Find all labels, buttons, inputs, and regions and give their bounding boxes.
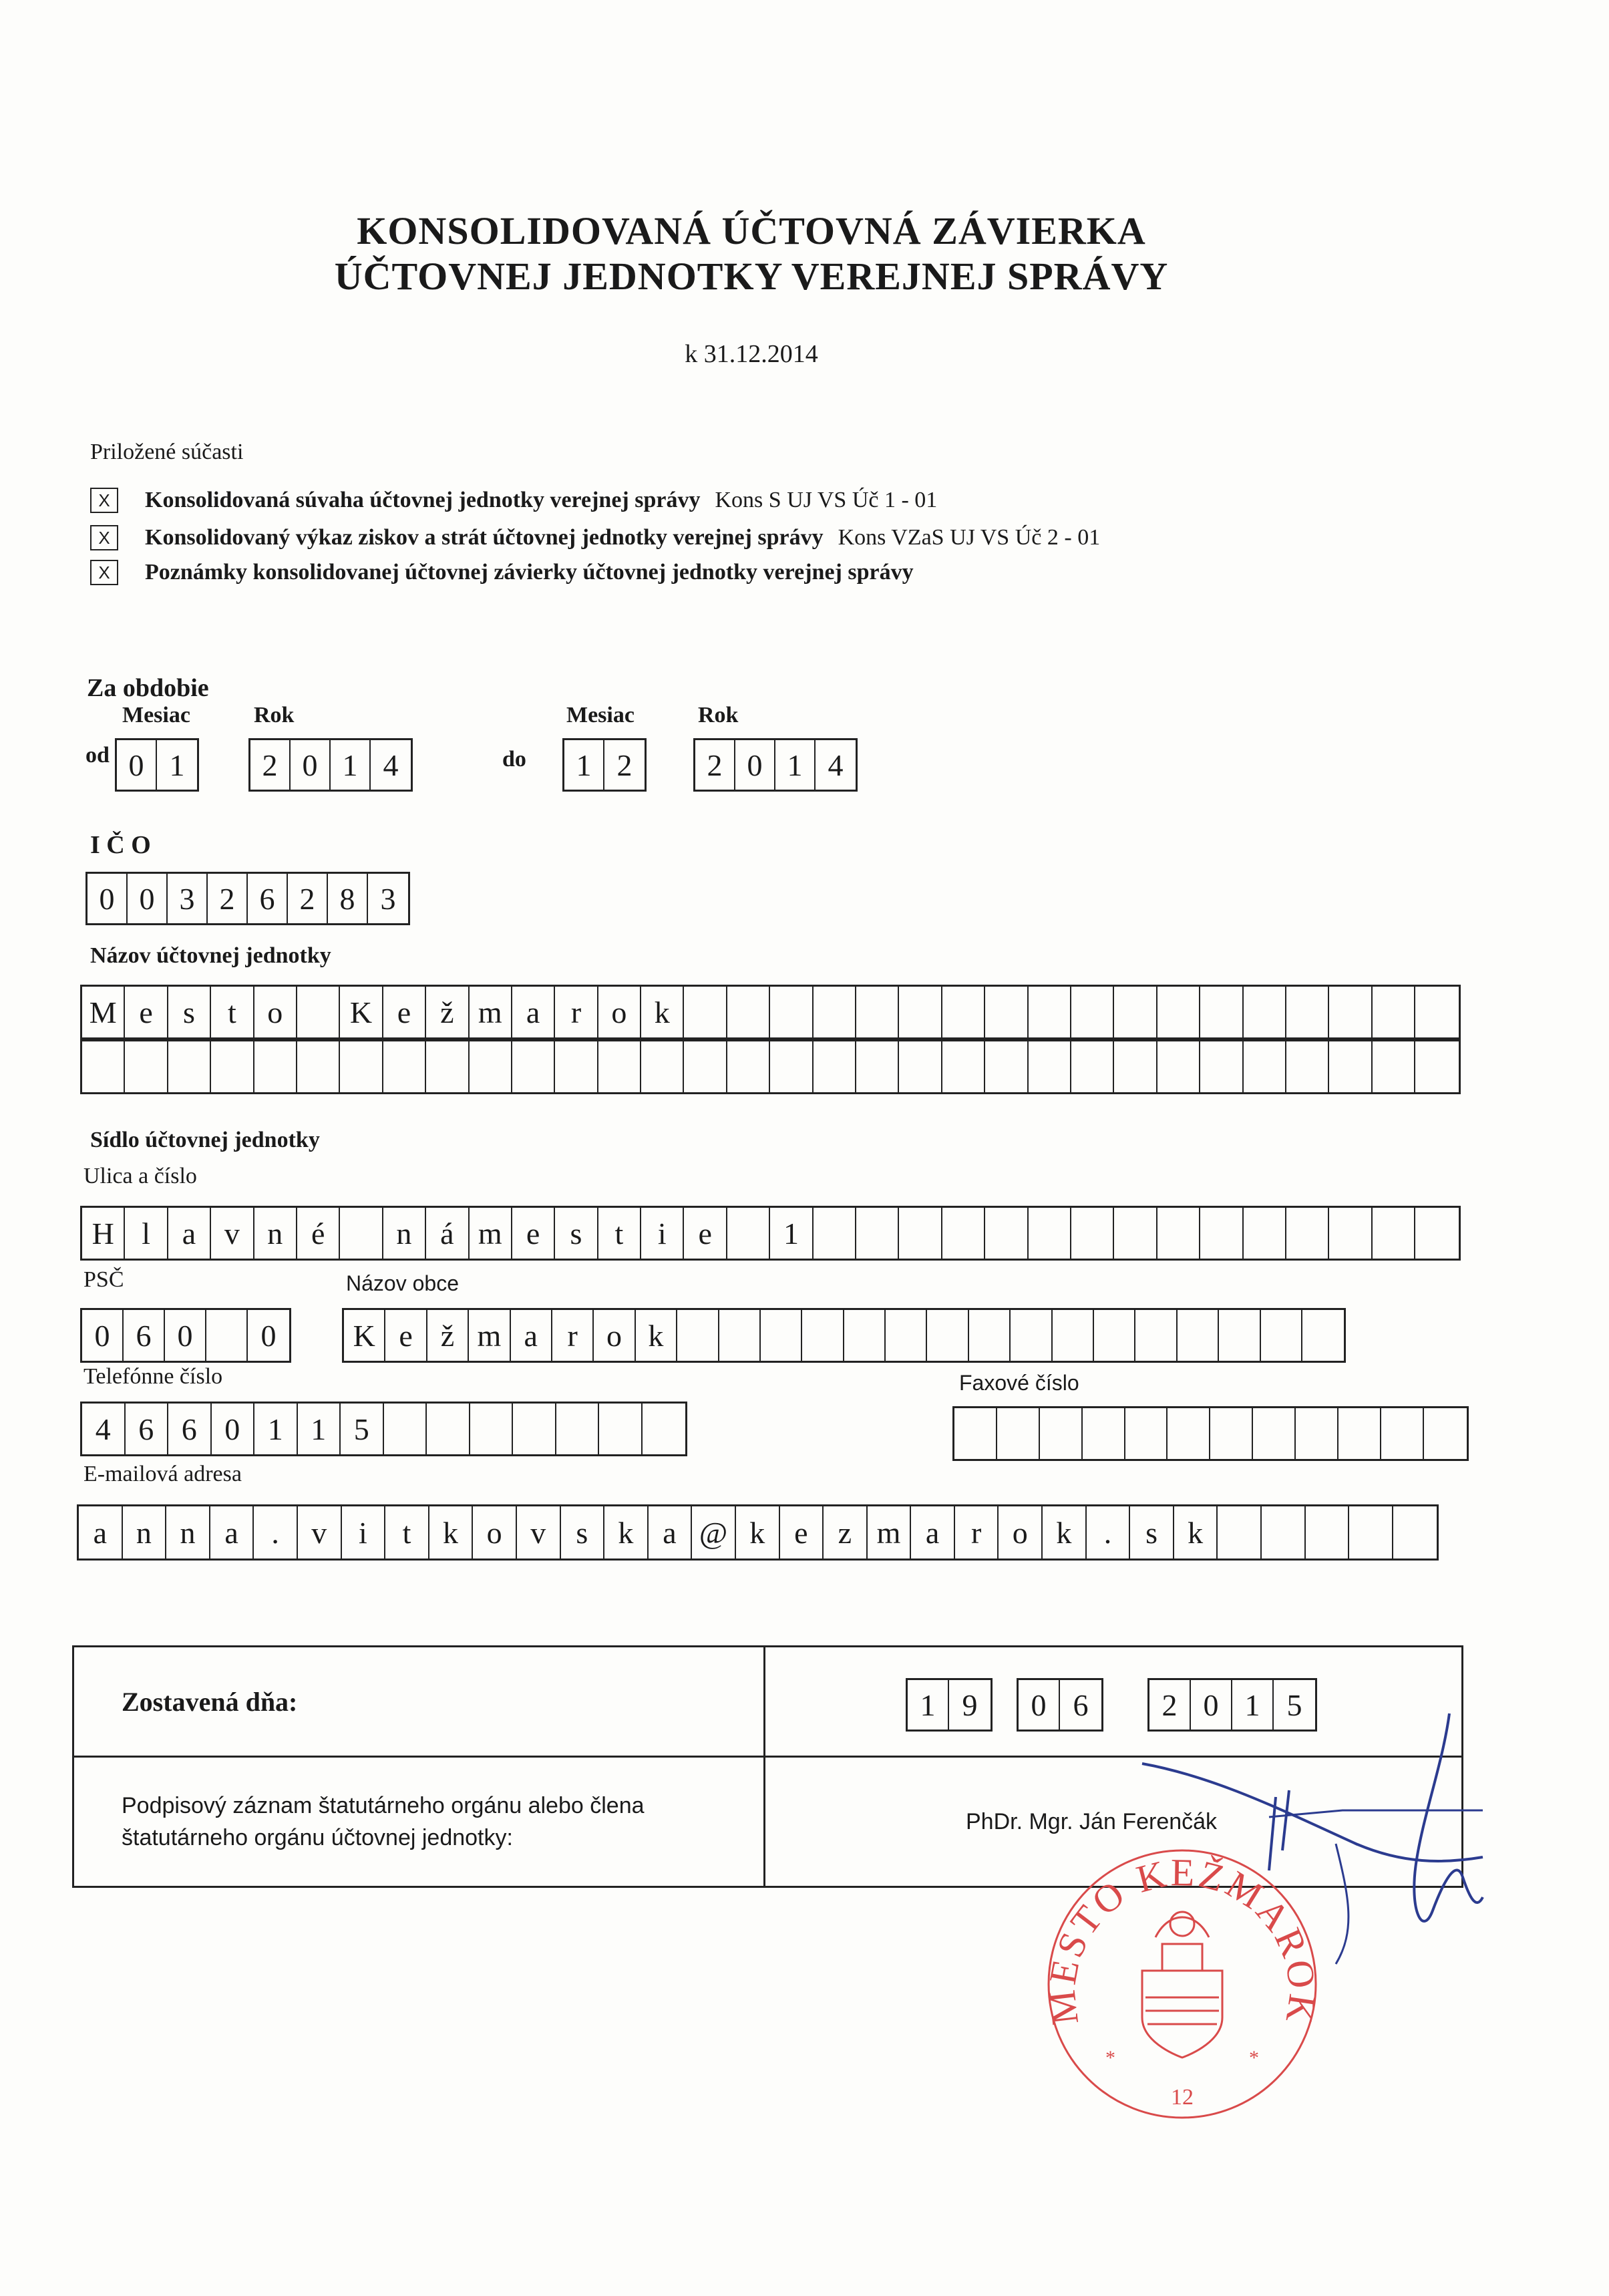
char-cell: s xyxy=(561,1506,605,1559)
char-cell: ž xyxy=(426,987,469,1037)
signature-stroke xyxy=(1414,1713,1483,1921)
char-cell: o xyxy=(254,987,297,1037)
phone-input[interactable] xyxy=(80,1402,687,1456)
signature-label-2: štatutárneho orgánu účtovnej jednotky: xyxy=(122,1825,513,1850)
char-cell: k xyxy=(636,1310,677,1361)
char-cell xyxy=(1424,1408,1467,1459)
char-cell xyxy=(1135,1310,1177,1361)
char-cell xyxy=(899,987,942,1037)
char-cell xyxy=(1094,1310,1135,1361)
char-cell: k xyxy=(1174,1506,1218,1559)
char-cell: 0 xyxy=(82,1310,124,1361)
char-cell: t xyxy=(211,987,254,1037)
char-cell xyxy=(1373,1041,1415,1092)
ico-label: I Č O xyxy=(90,831,151,859)
char-cell: 4 xyxy=(383,748,399,782)
char-cell xyxy=(1114,987,1157,1037)
char-cell xyxy=(1114,1041,1157,1092)
char-cell xyxy=(1244,1041,1286,1092)
char-cell: 1 xyxy=(331,740,371,790)
char-cell xyxy=(727,987,770,1037)
char-cell xyxy=(1286,1041,1329,1092)
to-month-label: Mesiac xyxy=(566,703,635,727)
char-cell: v xyxy=(211,1208,254,1259)
char-cell: @ xyxy=(692,1506,736,1559)
char-cell: r xyxy=(552,1310,594,1361)
char-cell: 0 xyxy=(165,1310,206,1361)
char-cell: 2 xyxy=(616,748,633,782)
char-cell: l xyxy=(125,1208,168,1259)
email-input[interactable] xyxy=(77,1504,1439,1561)
char-cell xyxy=(1029,1208,1071,1259)
entity-name-label: Názov účtovnej jednotky xyxy=(90,943,331,968)
char-cell xyxy=(1071,987,1114,1037)
from-month-input[interactable] xyxy=(115,738,199,792)
char-cell xyxy=(814,1208,856,1259)
char-cell xyxy=(297,1041,340,1092)
from-label: od xyxy=(85,743,110,768)
char-cell: i xyxy=(342,1506,386,1559)
attachment-title: Konsolidovaná súvaha účtovnej jednotky verejnej správy xyxy=(145,488,701,512)
char-cell xyxy=(1011,1310,1052,1361)
char-cell xyxy=(997,1408,1040,1459)
char-cell: 6 xyxy=(248,874,288,923)
char-cell xyxy=(1296,1408,1338,1459)
char-cell: o xyxy=(598,987,641,1037)
char-cell: a xyxy=(649,1506,693,1559)
char-cell xyxy=(168,1041,211,1092)
char-cell: k xyxy=(641,987,684,1037)
char-cell xyxy=(297,987,340,1037)
to-year-input[interactable] xyxy=(693,738,858,792)
char-cell: 1 xyxy=(908,1680,949,1730)
char-cell xyxy=(555,1041,598,1092)
char-cell: z xyxy=(824,1506,868,1559)
char-cell: t xyxy=(385,1506,429,1559)
town-input[interactable] xyxy=(342,1308,1346,1363)
fax-input[interactable] xyxy=(952,1406,1469,1461)
from-month-label: Mesiac xyxy=(122,703,190,727)
char-cell xyxy=(1114,1208,1157,1259)
char-cell xyxy=(1083,1408,1125,1459)
char-cell xyxy=(1329,1041,1372,1092)
char-cell xyxy=(1286,1208,1329,1259)
char-cell: 6 xyxy=(124,1310,165,1361)
char-cell xyxy=(1329,1208,1372,1259)
char-cell xyxy=(899,1041,942,1092)
phone-label: Telefónne číslo xyxy=(83,1364,223,1389)
char-cell xyxy=(684,1041,727,1092)
attachment-title: Poznámky konsolidovanej účtovnej závierky účtovnej jednotky verejnej správy xyxy=(145,560,914,585)
char-cell xyxy=(1302,1310,1344,1361)
char-cell xyxy=(1157,1208,1200,1259)
char-cell: a xyxy=(911,1506,955,1559)
char-cell xyxy=(1306,1506,1350,1559)
char-cell: 4 xyxy=(828,748,844,782)
compiled-label-cell xyxy=(73,1647,765,1757)
char-cell xyxy=(719,1310,761,1361)
char-cell xyxy=(886,1310,927,1361)
char-cell xyxy=(1261,1310,1302,1361)
char-cell: e xyxy=(780,1506,824,1559)
char-cell: 9 xyxy=(962,1687,978,1722)
psc-input[interactable] xyxy=(80,1308,291,1363)
char-cell: 0 xyxy=(87,874,128,923)
compiled-day-input[interactable] xyxy=(906,1678,993,1732)
char-cell xyxy=(556,1404,600,1454)
char-cell: 2 xyxy=(1149,1680,1191,1730)
char-cell xyxy=(684,987,727,1037)
char-cell xyxy=(1244,1208,1286,1259)
compiled-month-input[interactable] xyxy=(1017,1678,1103,1732)
town-label: Názov obce xyxy=(346,1271,459,1295)
char-cell: m xyxy=(470,987,512,1037)
char-cell: k xyxy=(429,1506,474,1559)
char-cell: v xyxy=(517,1506,561,1559)
char-cell: 1 xyxy=(1232,1680,1274,1730)
char-cell: K xyxy=(340,987,383,1037)
char-cell xyxy=(1244,987,1286,1037)
char-cell: v xyxy=(298,1506,342,1559)
char-cell: 1 xyxy=(564,740,604,790)
char-cell: 6 xyxy=(1073,1687,1089,1722)
char-cell: 0 xyxy=(117,740,157,790)
char-cell xyxy=(1415,1041,1458,1092)
char-cell xyxy=(206,1310,248,1361)
char-cell: 0 xyxy=(735,740,775,790)
signer-name: PhDr. Mgr. Ján Ferenčák xyxy=(966,1808,1218,1834)
char-cell: K xyxy=(344,1310,385,1361)
char-cell: 0 xyxy=(1019,1680,1060,1730)
char-cell xyxy=(1125,1408,1168,1459)
char-cell xyxy=(1157,1041,1200,1092)
signature-label-1: Podpisový záznam štatutárneho orgánu alebo člena xyxy=(122,1793,645,1818)
char-cell: 5 xyxy=(1286,1687,1302,1722)
char-cell xyxy=(899,1208,942,1259)
char-cell xyxy=(1168,1408,1210,1459)
char-cell: n xyxy=(123,1506,167,1559)
attachment-title: Konsolidovaný výkaz ziskov a strát účtovnej jednotky verejnej správy xyxy=(145,525,824,550)
char-cell xyxy=(254,1041,297,1092)
char-cell: 0 xyxy=(212,1404,255,1454)
char-cell: 0 xyxy=(291,740,331,790)
char-cell xyxy=(1218,1506,1262,1559)
char-cell: s xyxy=(555,1208,598,1259)
char-cell xyxy=(1029,987,1071,1037)
char-cell: m xyxy=(868,1506,912,1559)
signature-stroke xyxy=(1336,1844,1349,1964)
char-cell: 0 xyxy=(260,1318,277,1353)
fax-label: Faxové číslo xyxy=(959,1371,1079,1395)
char-cell xyxy=(856,1208,899,1259)
street-input[interactable] xyxy=(80,1206,1461,1261)
checkbox[interactable]: X xyxy=(90,525,118,550)
char-cell xyxy=(1200,987,1243,1037)
from-year-label: Rok xyxy=(254,703,295,727)
char-cell xyxy=(1253,1408,1296,1459)
char-cell xyxy=(985,1208,1028,1259)
official-stamp xyxy=(1035,1837,1329,2131)
char-cell xyxy=(856,987,899,1037)
stamp-text: MESTO KEŽMAROK xyxy=(1039,1850,1325,2028)
char-cell: H xyxy=(82,1208,125,1259)
to-label: do xyxy=(502,747,526,772)
checkbox[interactable]: X xyxy=(90,560,118,585)
char-cell xyxy=(1029,1041,1071,1092)
to-month-input[interactable] xyxy=(562,738,647,792)
char-cell: 0 xyxy=(1191,1680,1232,1730)
char-cell xyxy=(814,987,856,1037)
char-cell xyxy=(1053,1310,1094,1361)
char-cell xyxy=(125,1041,168,1092)
char-cell: k xyxy=(736,1506,780,1559)
char-cell xyxy=(942,1041,985,1092)
char-cell: i xyxy=(641,1208,684,1259)
address-label: Sídlo účtovnej jednotky xyxy=(90,1128,320,1152)
char-cell xyxy=(340,1041,383,1092)
char-cell xyxy=(470,1404,514,1454)
char-cell xyxy=(1373,987,1415,1037)
char-cell: t xyxy=(598,1208,641,1259)
char-cell xyxy=(770,1041,813,1092)
char-cell xyxy=(1349,1506,1393,1559)
compiled-label: Zostavená dňa: xyxy=(122,1686,298,1717)
char-cell xyxy=(802,1310,844,1361)
stamp-star: * xyxy=(1105,2047,1115,2069)
char-cell xyxy=(856,1041,899,1092)
char-cell xyxy=(384,1404,427,1454)
char-cell xyxy=(814,1041,856,1092)
stamp-number: 12 xyxy=(1171,2085,1194,2110)
attachment-item xyxy=(90,485,937,516)
report-date: k 31.12.2014 xyxy=(685,340,818,368)
char-cell xyxy=(985,1041,1028,1092)
stamp-star: * xyxy=(1249,2047,1259,2069)
char-cell xyxy=(598,1041,641,1092)
char-cell xyxy=(761,1310,802,1361)
char-cell xyxy=(513,1404,556,1454)
char-cell: n xyxy=(166,1506,210,1559)
coat-of-arms-icon xyxy=(1142,1912,1222,2058)
char-cell xyxy=(470,1041,512,1092)
char-cell xyxy=(942,987,985,1037)
char-cell: 4 xyxy=(82,1404,126,1454)
char-cell: 1 xyxy=(298,1404,341,1454)
char-cell: m xyxy=(469,1310,510,1361)
char-cell xyxy=(1381,1408,1424,1459)
char-cell: o xyxy=(473,1506,517,1559)
char-cell: 6 xyxy=(168,1404,212,1454)
char-cell: o xyxy=(594,1310,635,1361)
attachment-code: Kons S UJ VS Úč 1 - 01 xyxy=(715,488,938,512)
char-cell: 2 xyxy=(208,874,248,923)
char-cell xyxy=(643,1404,686,1454)
signature-stroke xyxy=(1269,1810,1483,1817)
street-label: Ulica a číslo xyxy=(83,1164,197,1188)
char-cell: k xyxy=(604,1506,649,1559)
psc-label: PSČ xyxy=(83,1267,124,1292)
attachments-label: Priložené súčasti xyxy=(90,440,244,464)
char-cell: 2 xyxy=(695,740,735,790)
char-cell xyxy=(727,1041,770,1092)
char-cell: 1 xyxy=(254,1404,298,1454)
char-cell: e xyxy=(512,1208,555,1259)
char-cell xyxy=(1329,987,1372,1037)
char-cell xyxy=(1373,1208,1415,1259)
char-cell xyxy=(727,1208,770,1259)
char-cell xyxy=(677,1310,719,1361)
char-cell xyxy=(1338,1408,1381,1459)
char-cell xyxy=(770,987,813,1037)
char-cell xyxy=(1040,1408,1083,1459)
char-cell: a xyxy=(512,987,555,1037)
entity-name-row-2[interactable] xyxy=(80,1039,1461,1094)
char-cell xyxy=(1157,987,1200,1037)
entity-name-row-1[interactable] xyxy=(80,985,1461,1039)
attachment-item xyxy=(90,522,1100,553)
char-cell: k xyxy=(1043,1506,1087,1559)
char-cell xyxy=(942,1208,985,1259)
char-cell: m xyxy=(470,1208,512,1259)
char-cell: r xyxy=(555,987,598,1037)
signature-label-cell xyxy=(73,1757,765,1887)
char-cell: a xyxy=(210,1506,254,1559)
char-cell xyxy=(1210,1408,1253,1459)
char-cell: 2 xyxy=(288,874,328,923)
char-cell xyxy=(954,1408,997,1459)
char-cell xyxy=(641,1041,684,1092)
char-cell xyxy=(1393,1506,1437,1559)
char-cell: M xyxy=(82,987,125,1037)
email-label: E-mailová adresa xyxy=(83,1462,242,1486)
char-cell xyxy=(340,1208,383,1259)
char-cell xyxy=(427,1404,470,1454)
char-cell: a xyxy=(168,1208,211,1259)
char-cell xyxy=(1415,987,1458,1037)
char-cell xyxy=(1071,1208,1114,1259)
char-cell: 1 xyxy=(775,740,816,790)
char-cell: 5 xyxy=(341,1404,384,1454)
char-cell xyxy=(599,1404,643,1454)
char-cell: 0 xyxy=(128,874,168,923)
checkbox[interactable]: X xyxy=(90,488,118,513)
char-cell xyxy=(512,1041,555,1092)
char-cell xyxy=(383,1041,426,1092)
char-cell: r xyxy=(955,1506,999,1559)
char-cell xyxy=(1200,1041,1243,1092)
attachment-code: Kons VZaS UJ VS Úč 2 - 01 xyxy=(838,525,1101,550)
char-cell: 1 xyxy=(770,1208,813,1259)
char-cell: 3 xyxy=(380,881,396,916)
attachment-item xyxy=(90,557,928,588)
char-cell xyxy=(1200,1208,1243,1259)
char-cell xyxy=(211,1041,254,1092)
char-cell: 3 xyxy=(168,874,208,923)
char-cell: s xyxy=(1130,1506,1174,1559)
period-label: Za obdobie xyxy=(87,674,209,702)
to-year-label: Rok xyxy=(698,703,739,727)
char-cell xyxy=(1286,987,1329,1037)
ico-input[interactable] xyxy=(85,872,410,925)
char-cell xyxy=(426,1041,469,1092)
char-cell xyxy=(844,1310,886,1361)
title-line-2: ÚČTOVNEJ JEDNOTKY VEREJNEJ SPRÁVY xyxy=(334,255,1169,298)
char-cell xyxy=(1262,1506,1306,1559)
char-cell xyxy=(1219,1310,1260,1361)
char-cell: . xyxy=(254,1506,298,1559)
char-cell: o xyxy=(999,1506,1043,1559)
title-line-1: KONSOLIDOVANÁ ÚČTOVNÁ ZÁVIERKA xyxy=(357,209,1146,253)
char-cell: s xyxy=(168,987,211,1037)
char-cell xyxy=(1415,1208,1458,1259)
char-cell: 8 xyxy=(328,874,368,923)
char-cell: a xyxy=(79,1506,123,1559)
char-cell: ž xyxy=(427,1310,469,1361)
char-cell xyxy=(969,1310,1011,1361)
char-cell: a xyxy=(511,1310,552,1361)
char-cell: e xyxy=(125,987,168,1037)
char-cell: n xyxy=(383,1208,426,1259)
char-cell: 2 xyxy=(250,740,291,790)
char-cell: á xyxy=(426,1208,469,1259)
from-year-input[interactable] xyxy=(248,738,413,792)
char-cell: e xyxy=(383,987,426,1037)
char-cell: e xyxy=(684,1208,727,1259)
char-cell: . xyxy=(1087,1506,1131,1559)
char-cell: e xyxy=(385,1310,427,1361)
char-cell xyxy=(927,1310,968,1361)
char-cell xyxy=(985,987,1028,1037)
char-cell: 1 xyxy=(169,748,185,782)
char-cell xyxy=(1071,1041,1114,1092)
char-cell: n xyxy=(254,1208,297,1259)
char-cell: 6 xyxy=(126,1404,169,1454)
char-cell: é xyxy=(297,1208,340,1259)
char-cell xyxy=(82,1041,125,1092)
char-cell xyxy=(1178,1310,1219,1361)
